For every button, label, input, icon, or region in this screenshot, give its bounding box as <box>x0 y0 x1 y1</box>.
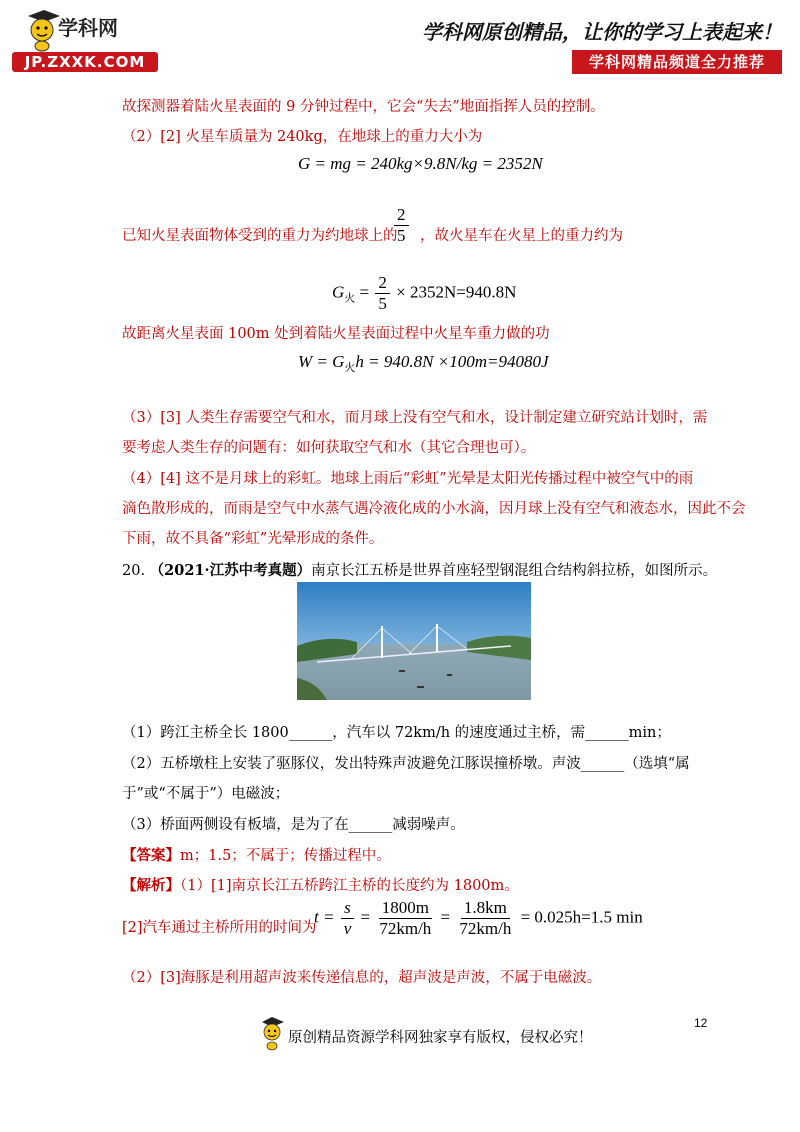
bridge-photo <box>297 582 531 700</box>
equation-time: t = $\frac{s}{v}$ = $\frac{1800m}{72km/h}$ = $\frac{1.8km}{72km/h}$ = 0.025h=1.5 min <box>314 898 643 938</box>
answer-line: （4）[4] 这不是月球上的彩虹。地球上雨后“彩虹”光晕是太阳光传播过程中被空气中的雨 <box>122 471 694 487</box>
analysis-line: [2]汽车通过主桥所用的时间为 <box>122 920 317 936</box>
answer-line: 滴色散形成的，而雨是空气中水蒸气遇冷液化成的小水滴，因月球上没有空气和液态水，因此不会 <box>122 501 746 517</box>
header-slogan: 学科网原创精品，让你的学习上表起来！ <box>422 20 782 44</box>
logo-title: 学科网 <box>58 16 118 40</box>
logo-url[interactable]: JP.ZXXK.COM <box>12 52 158 72</box>
answer-line: 要考虑人类生存的问题有：如何获取空气和水（其它合理也可）。 <box>122 440 536 456</box>
answer-line: 下雨，故不具备“彩虹”光晕形成的条件。 <box>122 531 384 547</box>
answer-line: 故距离火星表面 100m 处到着陆火星表面过程中火星车重力做的功 <box>122 326 550 342</box>
sub-question: 于”或“不属于”）电磁波； <box>122 786 290 802</box>
answer-line: （2）[2] 火星车质量为 240kg，在地球上的重力大小为 <box>122 129 483 145</box>
footer-copyright: 原创精品资源学科网独家享有版权，侵权必究！ <box>288 1030 593 1046</box>
question-stem: 20. （2021·江苏中考真题）南京长江五桥是世界首座轻型钢混组合结构斜拉桥，如图所示。 <box>122 562 718 579</box>
sub-question: （2）五桥墩柱上安装了驱豚仪，发出特殊声波避免江豚误撞桥墩。声波______（选填“属 <box>122 756 690 772</box>
analysis-line: （2）[3]海豚是利用超声波来传递信息的，超声波是声波，不属于电磁波。 <box>122 970 602 986</box>
answer-line: 故探测器着陆火星表面的 9 分钟过程中，它会“失去”地面指挥人员的控制。 <box>122 99 605 115</box>
analysis-line: 【解析】（1）[1]南京长江五桥跨江主桥的长度约为 1800m。 <box>122 877 519 894</box>
fraction-two-fifths: $\frac{2}{5}$ <box>392 205 411 246</box>
channel-banner: 学科网精品频道全力推荐 <box>572 50 782 74</box>
sub-question: （1）跨江主桥全长 1800______，汽车以 72km/h 的速度通过主桥，需______min； <box>122 725 671 741</box>
answer-line: 【答案】m；1.5；不属于；传播过程中。 <box>122 847 391 864</box>
sub-question: （3）桥面两侧设有板墙，是为了在______减弱噪声。 <box>122 817 465 833</box>
equation-gravity-earth: G = mg = 240kg×9.8N/kg = 2352N <box>298 154 543 173</box>
equation-gravity-mars: $G_火$ = $\frac{2}{5}$ × 2352N=940.8N <box>332 273 517 313</box>
answer-line: （3）[3] 人类生存需要空气和水，而月球上没有空气和水，设计制定建立研究站计划时，需 <box>122 410 708 426</box>
answer-line: 已知火星表面物体受到的重力为约地球上的 <box>122 228 398 244</box>
equation-work: $W = G_火h = 940.8N \times 100m=94080J$ <box>298 352 549 374</box>
mascot-icon <box>20 8 60 52</box>
mascot-icon <box>258 1016 286 1052</box>
page-number: 12 <box>694 1016 708 1030</box>
answer-line: ，故火星车在火星上的重力约为 <box>420 228 623 244</box>
